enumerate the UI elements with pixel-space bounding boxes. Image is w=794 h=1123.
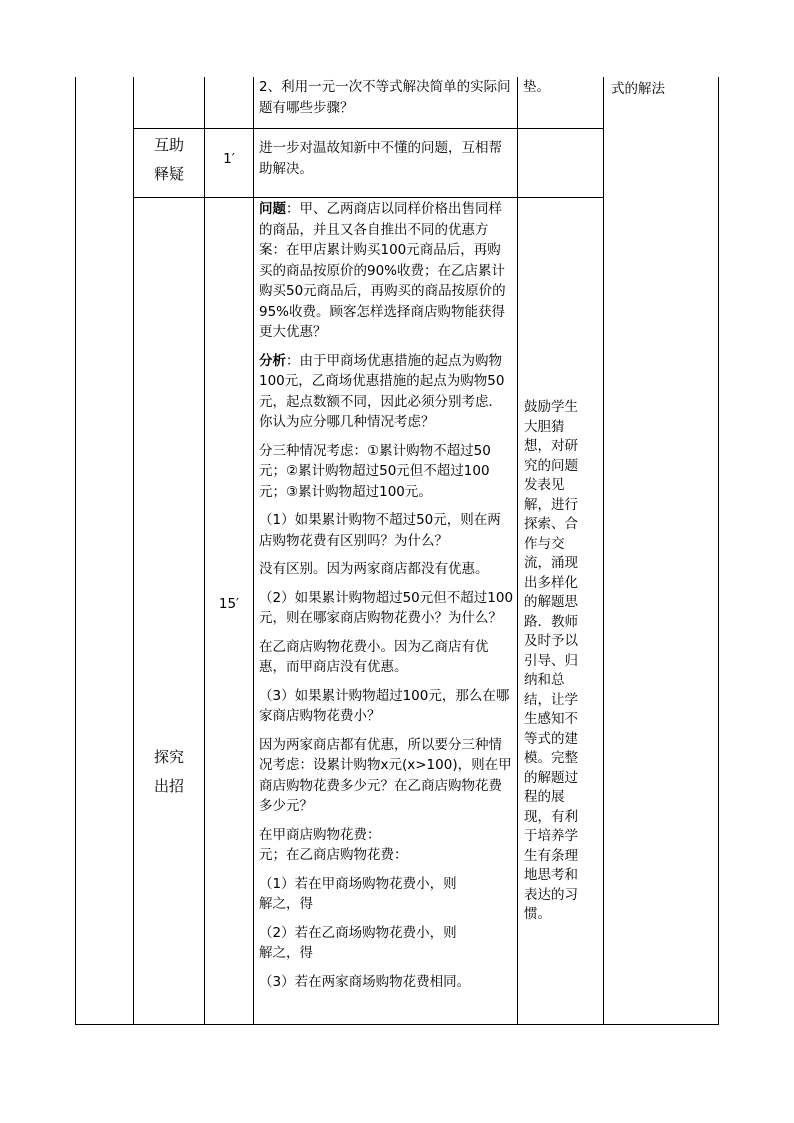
solution-3: （3）若在两家商场购物花费相同。	[259, 973, 471, 990]
cases-paragraph: 分三种情况考虑：①累计购物不超过50元；②累计购物超过50元但不超过100元；③累计购物超过100元。	[259, 442, 491, 500]
problem-text: ：甲、乙两商店以同样价格出售同样的商品，并且又各自推出不同的优惠方案：在甲店累计购买100元商品后，再购买的商品按原价的90%收费；在乙店累计购买50元商品后，再购买的商品按原价的95%收费。顾客怎样选择商店购物能获得更大优惠？	[259, 201, 506, 340]
row3-label-line1: 探究	[153, 748, 184, 766]
row3-col5-line: 鼓励学生	[524, 399, 578, 415]
analysis-title: 分析	[259, 352, 286, 369]
row3-col5-line: 惯。	[524, 906, 551, 922]
grid-line	[517, 77, 518, 1025]
row3-col5-line: 的解题过	[524, 769, 578, 786]
row3-col5-line: 作与交	[524, 535, 565, 552]
row3-col5-line: 现，有利	[524, 808, 578, 825]
solution-2-line1: （2）若在乙商场购物花费小，则	[259, 924, 457, 941]
row3-col5-line: 发表见	[524, 477, 565, 493]
row3-col5-cell	[524, 398, 602, 925]
row3-col5-line: 的解题思	[524, 594, 578, 610]
analysis-paragraph	[259, 351, 514, 433]
answer-1: 没有区别。因为两家商店都没有优惠。	[259, 561, 489, 577]
cost-line-2: 元；在乙商店购物花费：	[259, 847, 408, 863]
row3-col5-line: 路．教师	[524, 613, 578, 630]
row3-col5-line: 解，进行	[524, 496, 578, 513]
row2-label-line2: 释疑	[153, 165, 184, 183]
row3-col5-line: 出多样化	[524, 574, 578, 591]
solution-1	[259, 874, 514, 915]
row2-duration: 1′	[223, 151, 235, 167]
grid-line	[603, 77, 604, 1025]
grid-line	[133, 128, 603, 129]
row3-col5-line: 生感知不	[524, 711, 578, 727]
cost-paragraph	[259, 825, 514, 866]
row3-col5-line: 探索、合	[524, 516, 578, 532]
row1-col6-text: 式的解法	[611, 81, 665, 97]
grid-line	[204, 77, 205, 1025]
row3-col5-line: 等式的建	[524, 730, 578, 747]
row3-duration-cell	[205, 596, 253, 612]
row1-col6-cell	[611, 79, 715, 100]
row2-duration-cell	[205, 151, 253, 167]
row1-col5-cell	[523, 77, 601, 98]
row3-col5-line: 纳和总	[524, 672, 565, 688]
question-2: （2）如果累计购物超过50元但不超过100元，则在哪家商店购物花费小？为什么？	[259, 589, 514, 626]
cost-line-1: 在甲商店购物花费：	[259, 826, 381, 843]
answer-3: 因为两家商店都有优惠，所以要分三种情况考虑：设累计购物x元(x>100)，则在甲商店购物花费多少元？在乙商店购物花费多少元？	[259, 736, 512, 814]
row1-col5-text: 垫。	[523, 79, 550, 95]
row3-col5-line: 生有条理	[524, 847, 578, 864]
row3-label-line2: 出招	[153, 777, 184, 795]
answer-2: 在乙商店购物花费小。因为乙商店有优惠，而甲商店没有优惠。	[259, 638, 489, 675]
grid-line	[718, 77, 719, 1025]
row2-label-line1: 互助	[153, 136, 184, 154]
solution-2-line2: 解之，得	[259, 945, 313, 961]
row2-content-cell	[259, 138, 513, 179]
solution-2	[259, 923, 514, 964]
grid-line	[75, 1024, 719, 1025]
grid-line	[133, 77, 134, 1025]
row2-content-text: 进一步对温故知新中不懂的问题，互相帮助解决。	[259, 140, 502, 177]
row3-label-cell	[134, 743, 204, 801]
row3-col5-line: 流，涌现	[524, 555, 578, 571]
question-1: （1）如果累计购物不超过50元，则在两店购物花费有区别吗？为什么？	[259, 512, 501, 549]
row3-col5-line: 引导、归	[524, 652, 578, 669]
row3-col5-line: 想，对研	[524, 438, 578, 454]
row3-col5-line: 表达的习	[524, 886, 578, 903]
row2-label-cell	[134, 131, 204, 189]
row3-duration: 15′	[218, 596, 240, 612]
question-3: （3）如果累计购物超过100元，那么在哪家商店购物花费小？	[259, 687, 510, 724]
grid-line	[133, 197, 603, 198]
row3-col5-line: 程的展	[524, 789, 565, 805]
grid-line	[253, 77, 254, 1025]
row3-col5-line: 结，让学	[524, 691, 578, 708]
solution-1-line1: （1）若在甲商场购物花费小，则	[259, 875, 457, 892]
problem-paragraph	[259, 199, 514, 343]
grid-line	[75, 77, 76, 1025]
row3-col5-line: 及时予以	[524, 633, 578, 649]
row1-content-cell	[259, 77, 513, 118]
solution-1-line2: 解之，得	[259, 896, 313, 912]
row3-content-cell	[259, 199, 514, 992]
row3-col5-line: 地思考和	[524, 867, 578, 883]
row1-content-text: 2、利用一元一次不等式解决简单的实际问题有哪些步骤？	[259, 79, 511, 116]
analysis-text: ：由于甲商场优惠措施的起点为购物100元，乙商场优惠措施的起点为购物50元，起点数额不同，因此必须分别考虑．你认为应分哪几种情况考虑？	[259, 352, 505, 430]
problem-title: 问题	[259, 201, 286, 217]
row3-col5-line: 模。完整	[524, 750, 578, 766]
row3-col5-line: 大胆猜	[524, 418, 565, 435]
row3-col5-line: 于培养学	[524, 828, 578, 844]
row3-col5-line: 究的问题	[524, 457, 578, 474]
